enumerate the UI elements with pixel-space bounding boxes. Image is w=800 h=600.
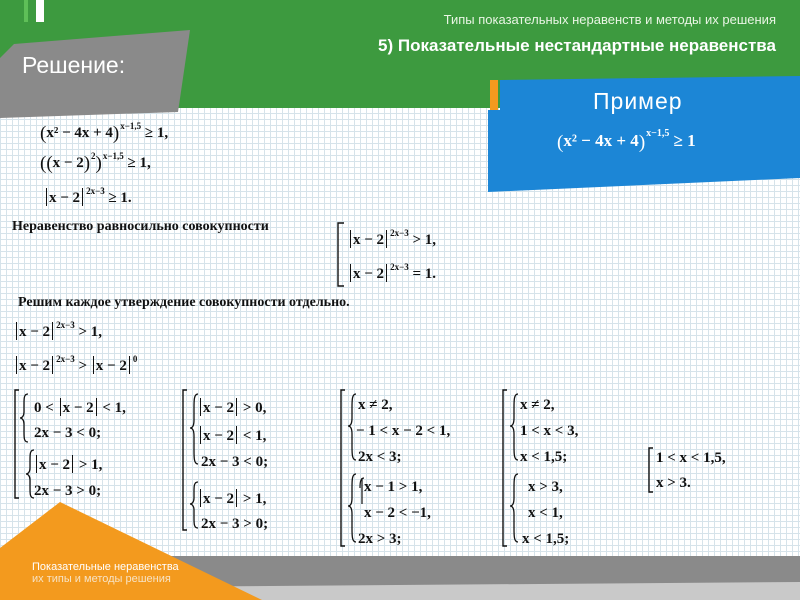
col1-row-1: 0 < x − 2 < 1,	[34, 400, 126, 416]
col2-row-4: x − 2 > 1,	[198, 489, 266, 507]
col1-row-3: x − 2 > 1,	[34, 455, 102, 473]
solution-step-3: x − 2 $^{2x-3}$ ≥ 1.	[44, 188, 132, 206]
header-title: 5) Показательные нестандартные неравенства	[378, 36, 776, 55]
col3-row-6: 2x > 3;	[358, 531, 402, 547]
solution-label: Решение:	[22, 52, 126, 78]
example-rhs: ≥ 1	[673, 131, 696, 150]
example-exponent: x−1,5	[646, 128, 670, 139]
col4-row-3: x < 1,5;	[520, 449, 568, 465]
col4-row-2: 1 < x < 3,	[520, 423, 579, 439]
solve-text: Решим каждое утверждение совокупности отдельно.	[18, 295, 350, 310]
col2-row-3: 2x − 3 < 0;	[201, 454, 269, 470]
set-bracket	[336, 222, 346, 288]
col2-row-2: x − 2 < 1,	[198, 426, 266, 444]
col4-row-1: x ≠ 2,	[520, 397, 555, 413]
set-line-1: x − 2 $^{2x-3}$ > 1,	[348, 230, 436, 248]
col4-row-6: x < 1,5;	[522, 531, 570, 547]
col2-row-5: 2x − 3 > 0;	[201, 516, 269, 532]
col3-row-3: 2x < 3;	[358, 449, 402, 465]
footer-title: Показательные неравенства	[32, 561, 179, 573]
equivalence-text: Неравенство равносильно совокупности	[12, 219, 269, 234]
header-subtitle: Типы показательных неравенств и методы их решения	[443, 12, 776, 27]
col1-row-2: 2x − 3 < 0;	[34, 425, 102, 441]
example-label: Пример	[593, 88, 683, 114]
col3-row-1: x ≠ 2,	[358, 397, 393, 413]
col5-bracket	[646, 446, 656, 496]
solution-step-2: $((x - 2)^2)^{x-1,5} \ge 1$,	[40, 151, 151, 174]
col4-row-5: x < 1,	[528, 505, 563, 521]
footer-subtitle: их типы и методы решения	[32, 573, 171, 585]
set-line-2: x − 2 $^{2x-3}$ = 1.	[348, 264, 436, 282]
answer-row-1: 1 < x < 1,5,	[656, 450, 726, 466]
solve-line-b: x − 2 $^{2x-3}$ > x − 2 $^0$	[14, 356, 137, 374]
example-formula: $(x^2 - 4x + 4)^{x-1,5} \ge 1$	[557, 128, 696, 153]
col4-row-4: x > 3,	[528, 479, 563, 495]
header-accent-light	[24, 0, 28, 22]
header-accent-white	[36, 0, 44, 22]
col3-row-2: − 1 < x − 2 < 1,	[356, 423, 451, 439]
example-base: x² − 4x + 4	[563, 131, 639, 150]
example-accent	[490, 80, 498, 110]
col2-row-1: x − 2 > 0,	[198, 398, 266, 416]
col1-row-4: 2x − 3 > 0;	[34, 483, 102, 499]
solution-step-1: $(x^2 - 4x + 4)^{x-1,5} \ge 1$,	[40, 121, 169, 144]
solve-line-a: x − 2 $^{2x-3}$ > 1,	[14, 322, 102, 340]
col3-row-4: x − 1 > 1,	[364, 479, 423, 495]
col3-row-5: x − 2 < −1,	[364, 505, 431, 521]
answer-row-2: x > 3.	[656, 475, 691, 491]
